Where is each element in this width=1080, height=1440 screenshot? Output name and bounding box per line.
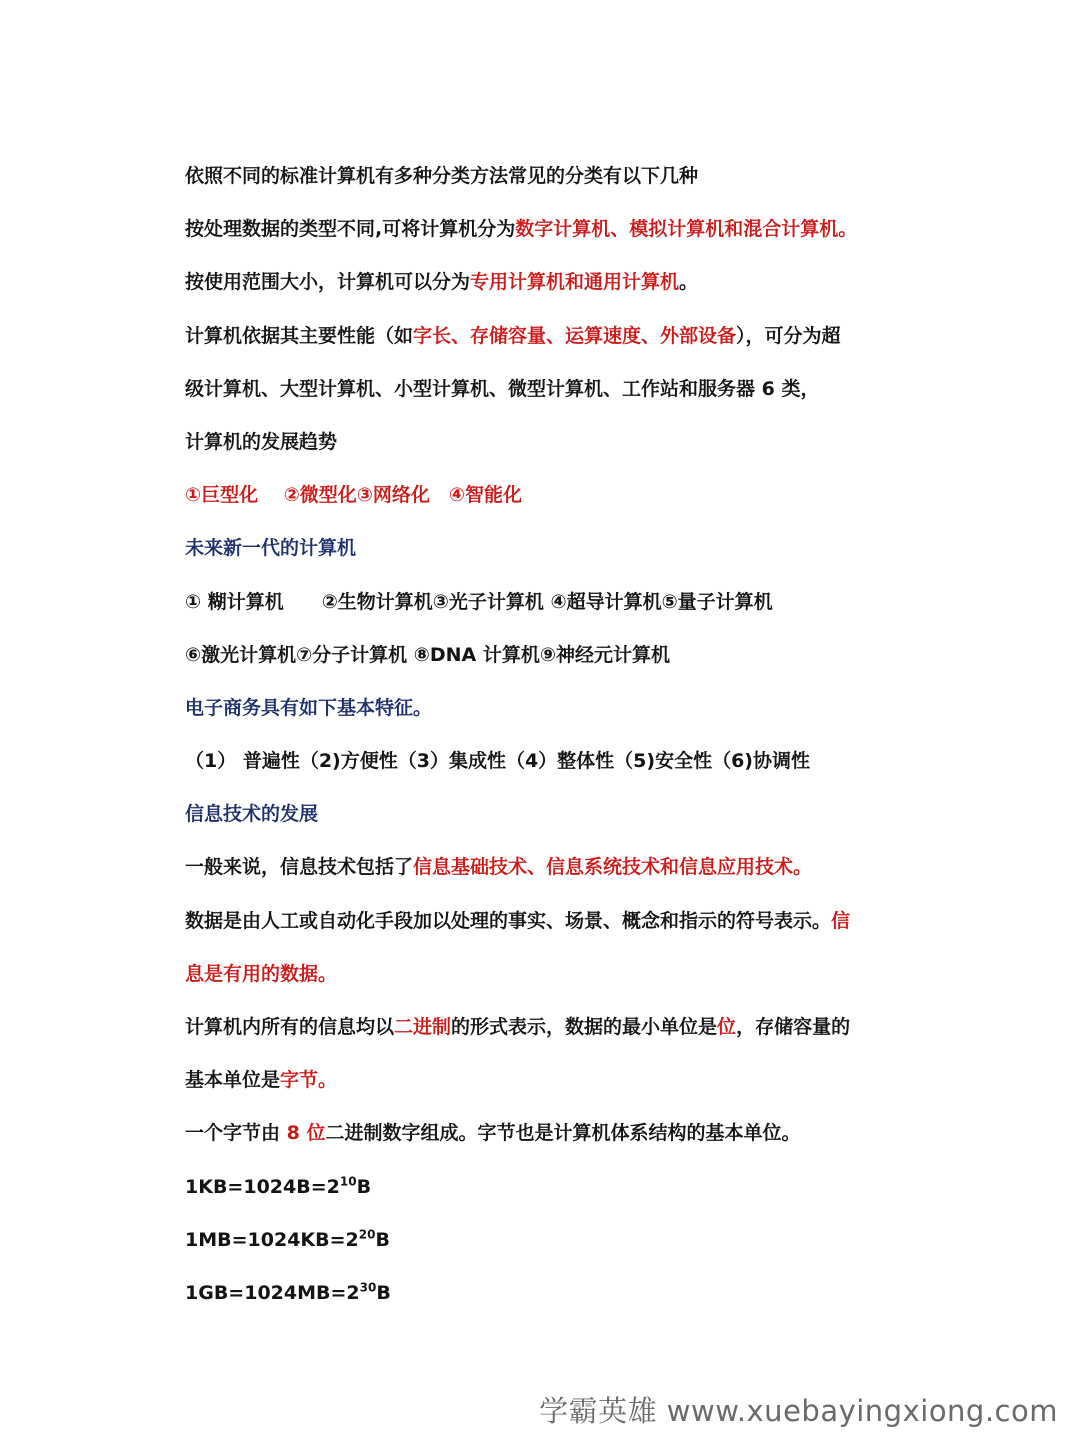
- paragraph-classification-intro: 依照不同的标准计算机有多种分类方法常见的分类有以下几种: [185, 165, 699, 187]
- highlight-special-general: 专用计算机和通用计算机: [470, 271, 680, 294]
- heading-future-computers: 未来新一代的计算机: [185, 537, 357, 560]
- site-watermark: 学霸英雄 www.xuebayingxiong.com: [539, 1394, 1058, 1428]
- paragraph-usage-range: 按使用范围大小，计算机可以分为专用计算机和通用计算机。: [185, 271, 699, 294]
- highlight-bit: 位: [717, 1016, 737, 1038]
- highlight-it-types: 信息基础技术、信息系统技术和信息应用技术。: [413, 856, 813, 879]
- paragraph-it-includes: 一般来说，信息技术包括了信息基础技术、信息系统技术和信息应用技术。: [185, 856, 813, 879]
- formula-gb: $1GB=1024MB=2^{30}B$: [185, 1280, 391, 1304]
- paragraph-data-definition: 数据是由人工或自动化手段加以处理的事实、场景、概念和指示的符号表示。信: [185, 909, 851, 932]
- highlight-binary: 二进制: [394, 1016, 452, 1038]
- formula-kb: $1KB=1024B=2^{10}B$: [185, 1174, 372, 1198]
- formula-mb: $1MB=1024KB=2^{20}B$: [185, 1227, 390, 1251]
- highlight-performance-metrics: 字长、存储容量、运算速度、外部设备: [413, 324, 737, 347]
- paragraph-byte-bits: 一个字节由 8 位二进制数字组成。字节也是计算机体系结构的基本单位。: [185, 1122, 801, 1145]
- paragraph-performance-cont: 级计算机、大型计算机、小型计算机、微型计算机、工作站和服务器 6 类，: [185, 377, 820, 400]
- heading-it-development: 信息技术的发展: [185, 803, 319, 826]
- paragraph-data-type: 按处理数据的类型不同,可将计算机分为数字计算机、模拟计算机和混合计算机。: [185, 218, 858, 241]
- highlight-byte: 字节。: [280, 1069, 338, 1092]
- heading-development-trend: 计算机的发展趋势: [185, 430, 338, 453]
- heading-ecommerce-features: 电子商务具有如下基本特征。: [185, 696, 433, 719]
- document-body: [185, 158, 905, 1328]
- paragraph-binary: 计算机内所有的信息均以二进制的形式表示，数据的最小单位是位，存储容量的: [185, 1016, 851, 1038]
- paragraph-information-definition: 息是有用的数据。: [185, 962, 338, 985]
- list-future-computers-2: ⑥激光计算机⑦分子计算机 ⑧DNA 计算机⑨神经元计算机: [185, 643, 670, 666]
- paragraph-performance: 计算机依据其主要性能（如字长、存储容量、运算速度、外部设备），可分为超: [185, 324, 841, 347]
- list-ecommerce-features: （1） 普遍性（2)方便性（3）集成性（4）整体性（5)安全性（6)协调性: [185, 750, 810, 773]
- paragraph-binary-cont: 基本单位是字节。: [185, 1069, 338, 1092]
- list-development-trends: ①巨型化 ②微型化③网络化 ④智能化: [185, 484, 522, 507]
- list-future-computers-1: ① 糊计算机 ②生物计算机③光子计算机 ④超导计算机⑤量子计算机: [185, 590, 773, 613]
- highlight-8-bits: 8 位: [286, 1122, 326, 1145]
- highlight-computer-types: 数字计算机、模拟计算机和混合计算机。: [515, 218, 858, 241]
